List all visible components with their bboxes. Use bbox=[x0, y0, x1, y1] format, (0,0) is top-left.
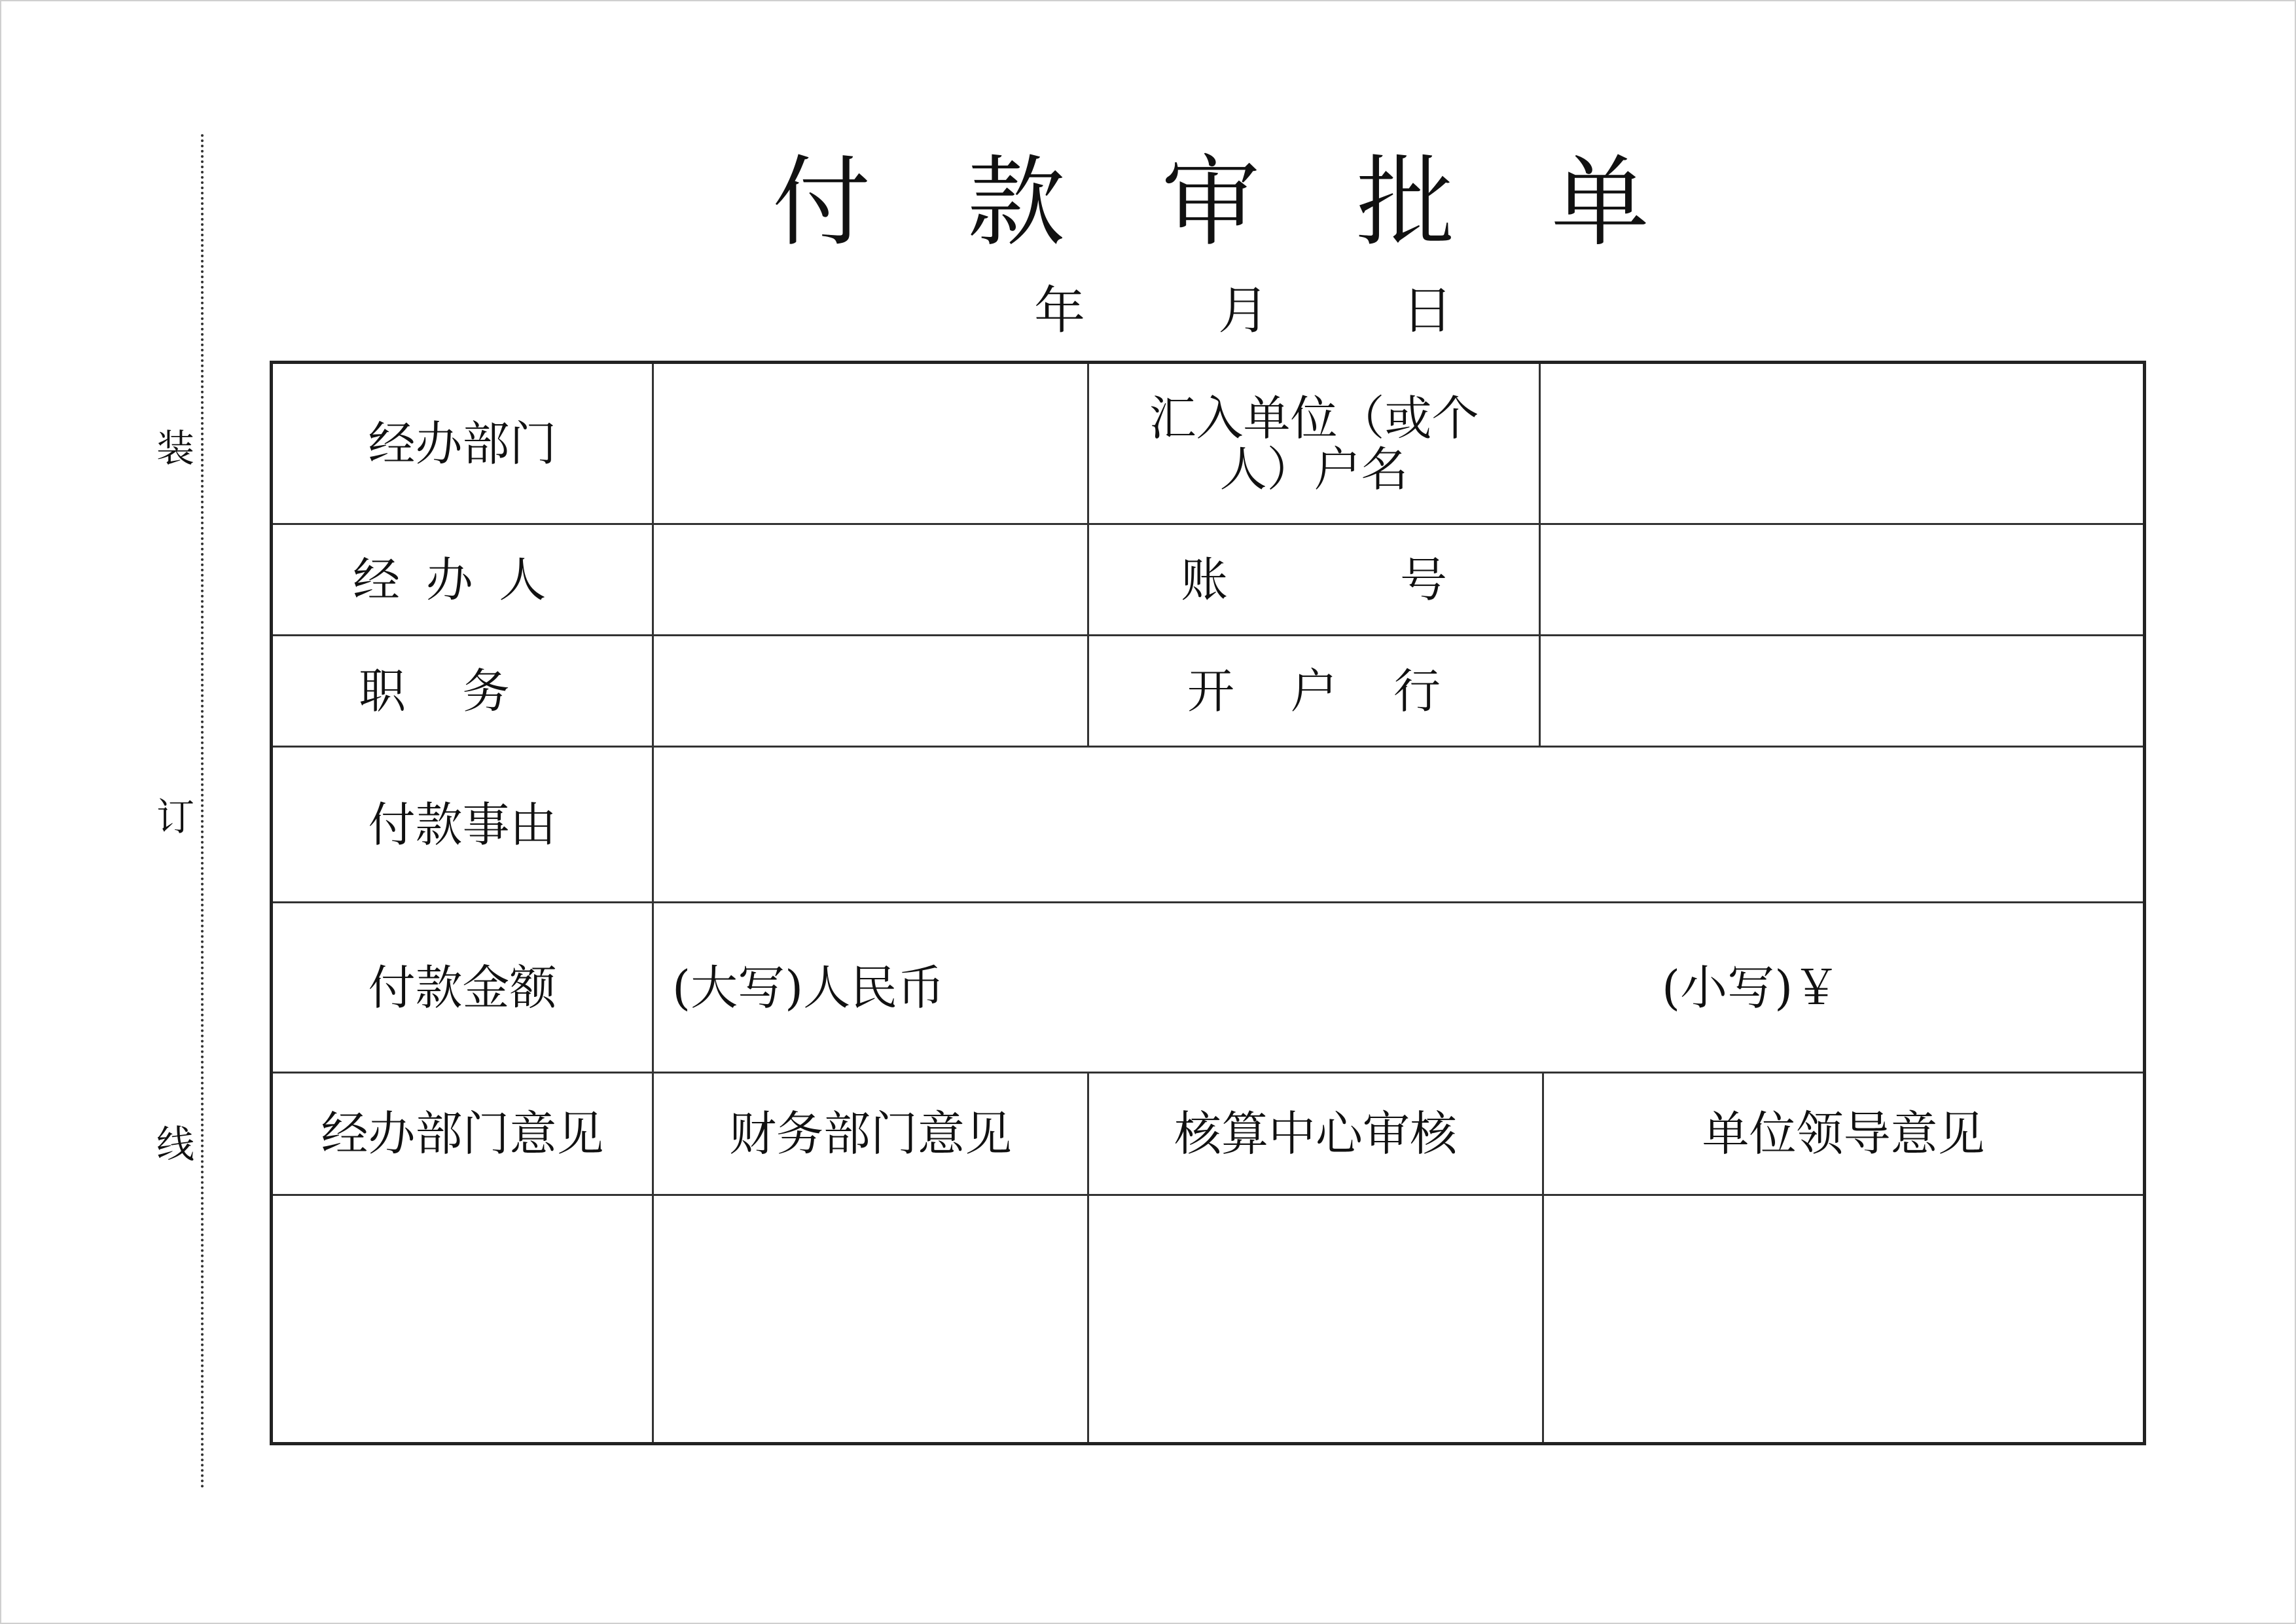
opinion-header-accounting-center: 核算中心审核 bbox=[1088, 1073, 1543, 1195]
position-field[interactable] bbox=[653, 636, 1088, 747]
table-row bbox=[272, 1195, 2145, 1444]
table-row bbox=[272, 363, 2145, 524]
account-label-b: 号 bbox=[1399, 552, 1447, 607]
account-field[interactable] bbox=[1540, 524, 2145, 636]
position-label: 职务 bbox=[272, 636, 653, 747]
binding-char-xian: 线 bbox=[156, 1122, 194, 1166]
department-label: 经办部门 bbox=[272, 363, 653, 524]
table-row bbox=[272, 747, 2145, 903]
title-char: 审 bbox=[1161, 146, 1260, 260]
amount-upper-label: (大写)人民币 bbox=[672, 960, 945, 1015]
form-title bbox=[772, 147, 1649, 259]
amount-field[interactable] bbox=[653, 903, 2145, 1073]
binding-char-ding: 订 bbox=[156, 795, 194, 839]
payment-approval-table bbox=[270, 361, 2146, 1445]
title-char: 单 bbox=[1551, 146, 1649, 260]
bank-label-cell bbox=[1088, 636, 1540, 747]
title-char: 款 bbox=[967, 146, 1066, 260]
title-char: 付 bbox=[772, 146, 871, 260]
bank-label-char: 行 bbox=[1393, 663, 1441, 719]
table-row bbox=[272, 524, 2145, 636]
department-field[interactable] bbox=[653, 363, 1088, 524]
amount-label: 付款金额 bbox=[272, 903, 653, 1073]
bank-label-char: 户 bbox=[1290, 663, 1338, 719]
table-row bbox=[272, 636, 2145, 747]
reason-field[interactable] bbox=[653, 747, 2145, 903]
opinion-field-handling-dept[interactable] bbox=[272, 1195, 653, 1444]
amount-lower-label: (小写)￥ bbox=[1662, 960, 1840, 1015]
date-day-label: 日 bbox=[1401, 281, 1453, 340]
account-label-a: 账 bbox=[1181, 552, 1229, 607]
title-char: 批 bbox=[1356, 146, 1455, 260]
date-month-label: 月 bbox=[1217, 281, 1269, 340]
opinion-field-accounting-center[interactable] bbox=[1088, 1195, 1543, 1444]
table-row bbox=[272, 1073, 2145, 1195]
bank-field[interactable] bbox=[1540, 636, 2145, 747]
reason-label: 付款事由 bbox=[272, 747, 653, 903]
account-label-cell bbox=[1088, 524, 1540, 636]
handler-field[interactable] bbox=[653, 524, 1088, 636]
binding-char-zhuang: 装 bbox=[156, 426, 194, 471]
date-year-label: 年 bbox=[1034, 281, 1086, 340]
opinion-header-finance-dept: 财务部门意见 bbox=[653, 1073, 1088, 1195]
opinion-header-unit-leader: 单位领导意见 bbox=[1543, 1073, 2145, 1195]
table-row bbox=[272, 903, 2145, 1073]
opinion-header-handling-dept: 经办部门意见 bbox=[272, 1073, 653, 1195]
payee-label: 汇入单位（或个人）户名 bbox=[1149, 390, 1479, 497]
opinion-field-finance-dept[interactable] bbox=[653, 1195, 1088, 1444]
bank-label-char: 开 bbox=[1187, 663, 1235, 719]
date-line bbox=[1034, 281, 1453, 340]
opinion-field-unit-leader[interactable] bbox=[1543, 1195, 2145, 1444]
payee-label-cell bbox=[1088, 363, 1540, 524]
binding-dotted-line bbox=[201, 134, 204, 1489]
handler-label: 经办人 bbox=[272, 524, 653, 636]
payee-field[interactable] bbox=[1540, 363, 2145, 524]
